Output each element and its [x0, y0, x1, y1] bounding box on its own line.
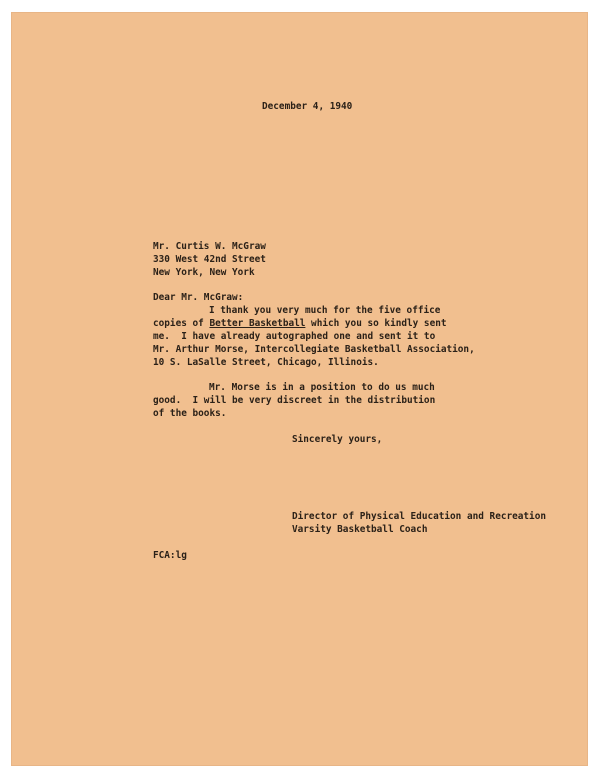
letter-date: December 4, 1940 [262, 101, 353, 112]
body-paragraph-2-line-1: Mr. Morse is in a position to do us much [209, 382, 435, 393]
recipient-street: 330 West 42nd Street [153, 254, 266, 265]
closing: Sincerely yours, [292, 434, 383, 445]
body-paragraph-1-line-3: me. I have already autographed one and sent it to [153, 331, 436, 342]
typist-initials: FCA:lg [153, 550, 187, 561]
body-text-segment: which you so kindly sent [305, 318, 447, 329]
body-paragraph-1-line-5: 10 S. LaSalle Street, Chicago, Illinois. [153, 357, 379, 368]
signature-title-line-2: Varsity Basketball Coach [292, 524, 428, 535]
body-paragraph-2-line-3: of the books. [153, 408, 227, 419]
body-paragraph-1-line-2 [153, 317, 447, 330]
body-text-segment: copies of [153, 318, 210, 329]
body-paragraph-1-line-4: Mr. Arthur Morse, Intercollegiate Basketball Association, [153, 344, 475, 355]
book-title: Better Basketball [209, 318, 306, 329]
recipient-city: New York, New York [153, 267, 255, 278]
body-paragraph-1-line-1: I thank you very much for the five office [209, 305, 441, 316]
recipient-name: Mr. Curtis W. McGraw [153, 241, 266, 252]
signature-title-line-1: Director of Physical Education and Recreation [292, 511, 546, 522]
body-paragraph-2-line-2: good. I will be very discreet in the distribution [153, 395, 436, 406]
letter-page [11, 12, 588, 766]
salutation: Dear Mr. McGraw: [153, 292, 244, 303]
